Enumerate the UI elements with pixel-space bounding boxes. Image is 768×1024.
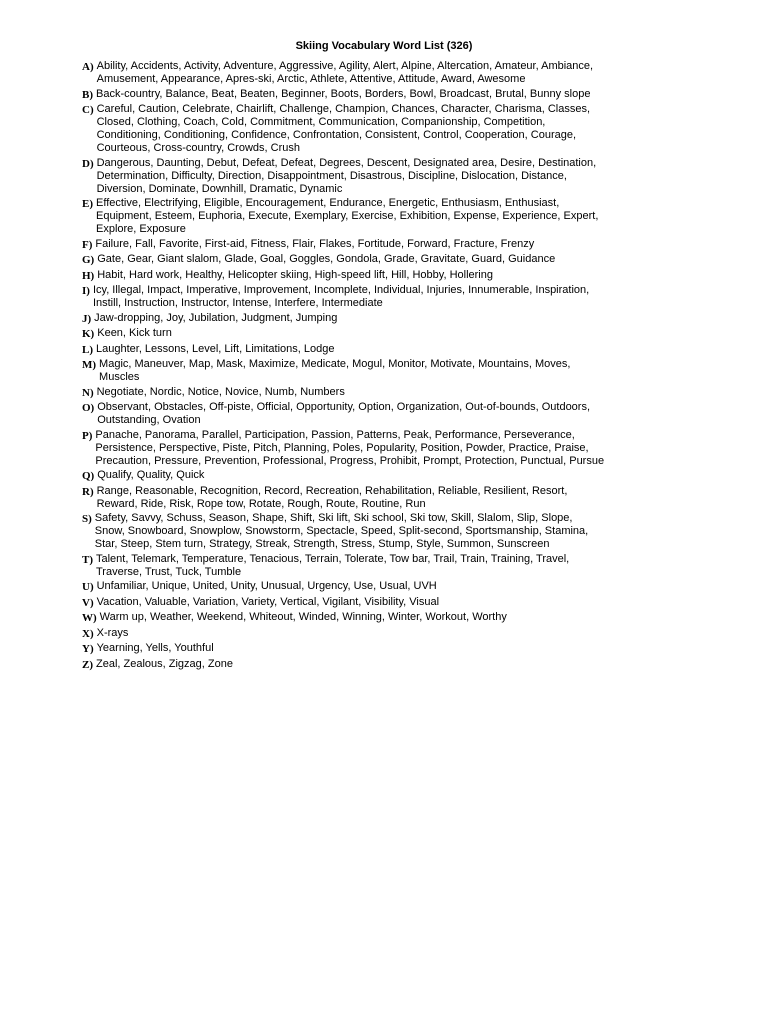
list-item bbox=[82, 642, 642, 656]
word-list-text: Negotiate, Nordic, Notice, Novice, Numb, Numbers bbox=[96, 385, 345, 398]
word-list-text: Failure, Fall, Favorite, First-aid, Fitness, Flair, Flakes, Fortitude, Forward, Fracture, Frenzy bbox=[95, 237, 535, 250]
list-item bbox=[82, 386, 642, 400]
list-item bbox=[82, 312, 642, 326]
word-list-text: Yearning, Yells, Youthful bbox=[96, 642, 214, 654]
letter-label: J) bbox=[82, 312, 92, 325]
letter-label: R) bbox=[82, 485, 94, 498]
list-item bbox=[82, 512, 642, 551]
letter-label: M) bbox=[82, 359, 97, 371]
letter-label: N) bbox=[82, 386, 94, 399]
list-item bbox=[82, 60, 642, 86]
word-list-text: Safety, Savvy, Schuss, Season, Shape, Shift, Ski lift, Ski school, Ski tow, Skill, Slalom, Slip, Slope, Snow, Snowboard, Snowplow, Snowstorm, Spectacle, Speed, Split-second, Sportsmanship, Stamina, Star, Steep, Stem turn, Strategy, Streak, Strength, Stress, Stump, Style, Summon, Sunscreen bbox=[94, 512, 589, 550]
letter-label: V) bbox=[82, 596, 94, 609]
list-item bbox=[82, 429, 642, 468]
list-item bbox=[82, 401, 642, 427]
letter-label: L) bbox=[82, 343, 93, 356]
letter-label: Q) bbox=[82, 470, 95, 482]
letter-label: B) bbox=[82, 88, 93, 101]
word-list-text: Gate, Gear, Giant slalom, Glade, Goal, Goggles, Gondola, Grade, Gravitate, Guard, Guidance bbox=[97, 253, 556, 265]
word-list-text: Keen, Kick turn bbox=[97, 327, 172, 339]
list-item bbox=[82, 327, 642, 341]
word-list-text: Qualify, Quality, Quick bbox=[97, 469, 205, 481]
letter-label: D) bbox=[82, 157, 94, 170]
word-list-text: Talent, Telemark, Temperature, Tenacious, Terrain, Tolerate, Tow bar, Trail, Train, Training, Travel, Traverse, Trust, Tuck, Tumble bbox=[96, 552, 570, 578]
letter-label: U) bbox=[82, 581, 94, 593]
word-list-text: Vacation, Valuable, Variation, Variety, Vertical, Vigilant, Visibility, Visual bbox=[96, 595, 440, 608]
word-list-text: Back-country, Balance, Beat, Beaten, Beginner, Boots, Borders, Bowl, Broadcast, Brutal, Bunny slope bbox=[96, 87, 591, 100]
letter-label: S) bbox=[82, 513, 92, 525]
list-item bbox=[82, 611, 642, 625]
page-title: Skiing Vocabulary Word List (326) bbox=[295, 40, 473, 52]
list-item bbox=[82, 658, 642, 672]
letter-label: H) bbox=[82, 269, 95, 282]
list-item bbox=[82, 627, 642, 641]
list-item bbox=[82, 238, 642, 252]
list-item bbox=[82, 197, 642, 236]
word-list-text: Habit, Hard work, Healthy, Helicopter skiing, High-speed lift, Hill, Hobby, Hollering bbox=[97, 268, 493, 281]
list-item bbox=[82, 469, 642, 483]
word-list-text: Unfamiliar, Unique, United, Unity, Unusual, Urgency, Use, Usual, UVH bbox=[96, 580, 437, 592]
letter-label: Z) bbox=[82, 658, 93, 671]
list-item bbox=[82, 358, 642, 384]
word-list-text: Careful, Caution, Celebrate, Chairlift, Challenge, Champion, Chances, Character, Charisma, Classes, Closed, Clothing, Coach, Cold, Commitment, Communication, Companionship, Competition, Conditioning, Conditioning, Confidence, Confrontation, Consistent, Control, Cooperation, Courage, Courteous, Cross-country, Crowds, Crush bbox=[96, 103, 591, 154]
list-item bbox=[82, 103, 642, 155]
list-item bbox=[82, 485, 642, 511]
letter-label: W) bbox=[82, 612, 97, 624]
word-list-text: Laughter, Lessons, Level, Lift, Limitations, Lodge bbox=[96, 342, 335, 355]
letter-label: X) bbox=[82, 627, 94, 640]
letter-label: K) bbox=[82, 328, 95, 340]
list-item bbox=[82, 580, 642, 594]
list-item bbox=[82, 596, 642, 610]
list-item bbox=[82, 157, 642, 196]
list-item bbox=[82, 284, 642, 310]
word-list-text: Effective, Electrifying, Eligible, Encouragement, Endurance, Energetic, Enthusiasm, Enthusiast, Equipment, Esteem, Euphoria, Execute, Exemplary, Exercise, Exhibition, Expense, Experience, Expert, Explore, Exposure bbox=[96, 197, 599, 235]
list-item bbox=[82, 343, 642, 357]
word-list-text: Panache, Panorama, Parallel, Participation, Passion, Patterns, Peak, Performance, Perseverance, Persistence, Perspective, Piste, Pitch, Planning, Poles, Popularity, Position, Powder, Practice, Praise, Precaution, Pressure, Prevention, Professional, Progress, Prohibit, Prompt, Protection, Punctual, Pursue bbox=[95, 428, 605, 467]
word-list bbox=[82, 60, 642, 672]
word-list-text: Warm up, Weather, Weekend, Whiteout, Winded, Winning, Winter, Workout, Worthy bbox=[99, 611, 507, 623]
letter-label: A) bbox=[82, 61, 94, 73]
list-item bbox=[82, 553, 642, 579]
letter-label: F) bbox=[82, 238, 93, 251]
word-list-text: Dangerous, Daunting, Debut, Defeat, Defeat, Degrees, Descent, Designated area, Desire, Destination, Determination, Difficulty, Direction, Disappointment, Disastrous, Discipline, Dislocation, Distance, Diversion, Dominate, Downhill, Dramatic, Dynamic bbox=[96, 156, 597, 195]
word-list-text: Magic, Maneuver, Map, Mask, Maximize, Medicate, Mogul, Monitor, Motivate, Mountains, Moves, Muscles bbox=[99, 358, 571, 383]
letter-label: C) bbox=[82, 104, 94, 116]
word-list-text: Jaw-dropping, Joy, Jubilation, Judgment, Jumping bbox=[94, 311, 338, 324]
word-list-text: Ability, Accidents, Activity, Adventure, Aggressive, Agility, Alert, Alpine, Altercation, Amateur, Ambiance, Amusement, Appearance, Apres-ski, Arctic, Athlete, Attentive, Attitude, Award, Awesome bbox=[96, 60, 594, 85]
word-list-text: Range, Reasonable, Recognition, Record, Recreation, Rehabilitation, Reliable, Resilient, Resort, Reward, Ride, Risk, Rope tow, Rotate, Rough, Route, Routine, Run bbox=[96, 484, 568, 510]
list-item bbox=[82, 88, 642, 102]
letter-label: P) bbox=[82, 429, 93, 442]
word-list-text: Icy, Illegal, Impact, Imperative, Improvement, Incomplete, Individual, Injuries, Innumerable, Inspiration, Instill, Instruction, Instructor, Intense, Interfere, Intermediate bbox=[92, 284, 590, 309]
word-list-text: Observant, Obstacles, Off-piste, Official, Opportunity, Option, Organization, Out-of-bounds, Outdoors, Outstanding, Ovation bbox=[97, 401, 591, 426]
word-list-text: Zeal, Zealous, Zigzag, Zone bbox=[96, 657, 233, 670]
letter-label: O) bbox=[82, 402, 95, 414]
letter-label: G) bbox=[82, 254, 95, 266]
list-item bbox=[82, 253, 642, 267]
letter-label: T) bbox=[82, 553, 93, 566]
list-item bbox=[82, 269, 642, 283]
letter-label: Y) bbox=[82, 643, 94, 655]
letter-label: I) bbox=[82, 285, 90, 297]
letter-label: E) bbox=[82, 198, 93, 210]
word-list-text: X-rays bbox=[96, 626, 129, 639]
